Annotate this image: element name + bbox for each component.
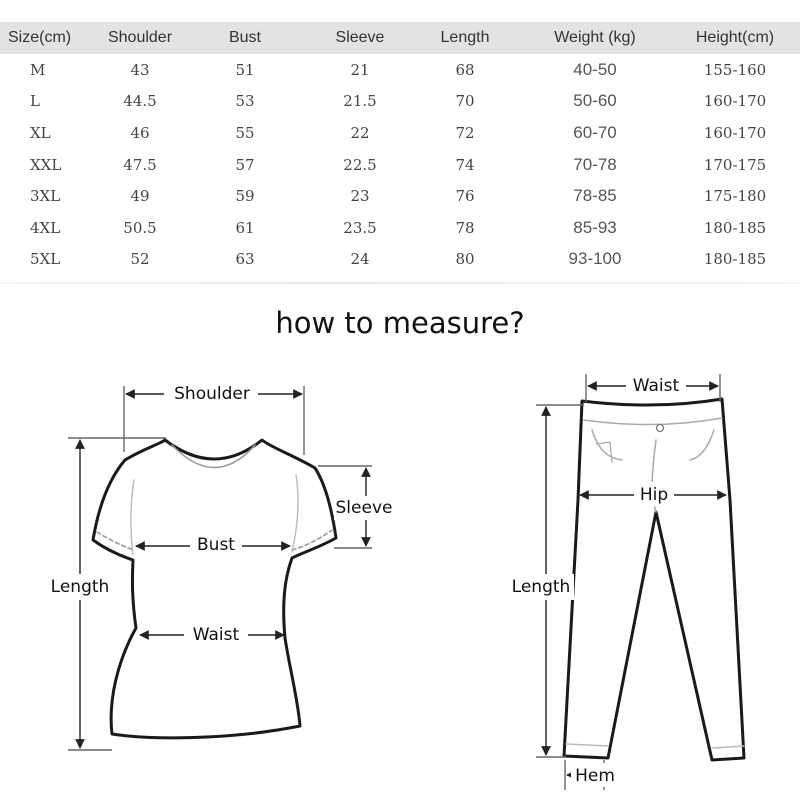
cell-bust: 57 — [235, 155, 255, 174]
cell-size: L — [30, 92, 40, 111]
cell-height: 160-170 — [703, 123, 767, 142]
label-length-pants: Length — [511, 577, 571, 597]
cell-length: 76 — [455, 187, 475, 206]
cell-weight: 93-100 — [568, 249, 622, 269]
cell-size: 3XL — [30, 187, 61, 206]
cell-height: 180-185 — [703, 250, 767, 269]
cell-height: 155-160 — [703, 60, 767, 79]
cell-size: M — [30, 60, 46, 79]
cell-sleeve: 24 — [350, 250, 370, 269]
label-hem: Hem — [575, 766, 615, 786]
pants-diagram — [564, 399, 744, 760]
cell-length: 78 — [455, 218, 475, 237]
cell-sleeve: 22.5 — [343, 155, 377, 174]
cell-height: 175-180 — [703, 187, 767, 206]
header-height: Height(cm) — [695, 29, 775, 46]
cell-weight: 85-93 — [573, 217, 617, 237]
pants-labels — [508, 373, 686, 787]
cell-size: 4XL — [30, 218, 61, 237]
header-length: Length — [440, 29, 490, 46]
label-waist-pants: Waist — [632, 376, 680, 396]
cell-length: 68 — [455, 60, 475, 79]
tshirt-right-sleeve-hem — [292, 530, 332, 550]
label-hip: Hip — [639, 485, 669, 505]
cell-shoulder: 49 — [130, 187, 150, 206]
pants-button — [657, 425, 664, 432]
cell-bust: 55 — [235, 123, 255, 142]
cell-length: 70 — [455, 92, 475, 111]
tshirt-right-seam — [292, 475, 298, 552]
label-sleeve: Sleeve — [335, 498, 393, 518]
cell-shoulder: 52 — [130, 250, 150, 269]
measure-title: how to measure? — [275, 306, 525, 340]
cell-sleeve: 21.5 — [343, 92, 377, 111]
cell-bust: 51 — [235, 60, 255, 79]
cell-weight: 40-50 — [573, 59, 617, 79]
cell-size: XL — [30, 123, 51, 142]
cell-shoulder: 46 — [130, 123, 150, 142]
cell-weight: 60-70 — [573, 122, 617, 142]
cell-shoulder: 43 — [130, 60, 150, 79]
cell-sleeve: 22 — [350, 123, 370, 142]
cell-height: 180-185 — [703, 218, 767, 237]
cell-weight: 70-78 — [573, 154, 617, 174]
label-waist-shirt: Waist — [192, 625, 240, 645]
cell-bust: 53 — [235, 92, 255, 111]
cell-weight: 78-85 — [573, 186, 617, 206]
cell-shoulder: 50.5 — [123, 218, 157, 237]
cell-shoulder: 47.5 — [123, 155, 157, 174]
cell-sleeve: 23 — [350, 187, 370, 206]
cell-length: 74 — [455, 155, 475, 174]
tshirt-outline — [93, 440, 336, 738]
tshirt-left-seam — [131, 480, 134, 555]
header-size: Size(cm) — [8, 29, 72, 46]
label-bust: Bust — [197, 535, 235, 555]
cell-shoulder: 44.5 — [123, 92, 157, 111]
header-bust: Bust — [228, 29, 261, 46]
cell-height: 160-170 — [703, 92, 767, 111]
header-weight: Weight (kg) — [554, 29, 636, 46]
cell-sleeve: 23.5 — [343, 218, 377, 237]
cell-size: 5XL — [30, 250, 61, 269]
pants-left-pocket — [592, 430, 622, 460]
pants-right-pocket — [690, 430, 714, 460]
header-shoulder: Shoulder — [107, 29, 173, 46]
tshirt-collar — [172, 445, 255, 468]
cell-weight: 50-60 — [573, 91, 617, 111]
cell-bust: 61 — [235, 218, 255, 237]
pants-waistband — [584, 418, 722, 425]
label-shoulder: Shoulder — [174, 384, 250, 404]
cell-size: XXL — [30, 155, 62, 174]
label-length-shirt: Length — [50, 577, 110, 597]
pants-left-hem — [566, 744, 608, 746]
cell-bust: 59 — [235, 187, 255, 206]
pants-right-hem — [712, 746, 744, 748]
tshirt-diagram — [93, 440, 336, 738]
cell-bust: 63 — [235, 250, 255, 269]
cell-length: 80 — [455, 250, 475, 269]
cell-length: 72 — [455, 123, 475, 142]
cell-height: 170-175 — [703, 155, 767, 174]
header-sleeve: Sleeve — [335, 29, 385, 46]
cell-sleeve: 21 — [350, 60, 370, 79]
